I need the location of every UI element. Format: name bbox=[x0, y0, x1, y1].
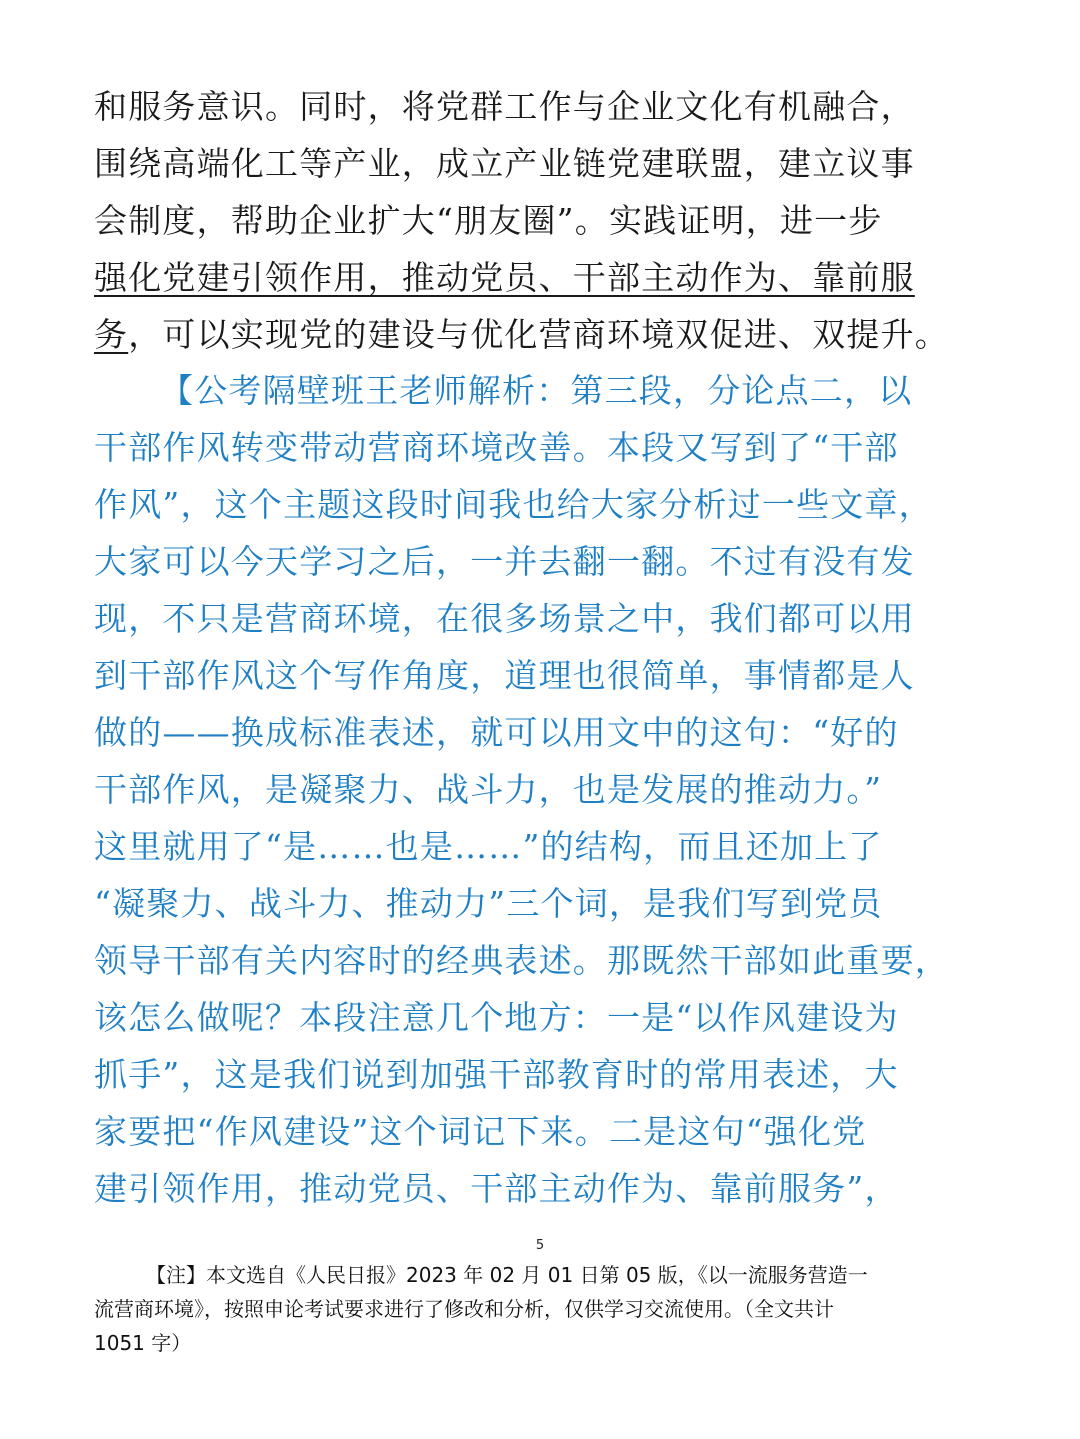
analysis-line: 建引领作用，推动党员、干部主动作为、靠前服务”， bbox=[94, 1169, 899, 1208]
footnote-line: 【注】本文选自《人民日报》2023 年 02 月 01 日第 05 版，《以一流服务营造一 bbox=[146, 1263, 868, 1287]
analysis-line: 作风”，这个主题这段时间我也给大家分析过一些文章， bbox=[94, 485, 933, 524]
analysis-line: 抓手”，这是我们说到加强干部教育时的常用表述，大 bbox=[94, 1055, 899, 1094]
analysis-line: 这里就用了“是……也是……”的结构，而且还加上了 bbox=[94, 827, 883, 866]
analysis-line: 现，不只是营商环境，在很多场景之中，我们都可以用 bbox=[94, 599, 915, 638]
article-line: 围绕高端化工等产业，成立产业链党建联盟，建立议事 bbox=[94, 144, 915, 183]
analysis-line: 该怎么做呢？本段注意几个地方：一是“以作风建设为 bbox=[94, 998, 899, 1037]
article-line: 和服务意识。同时，将党群工作与企业文化有机融合， bbox=[94, 87, 915, 126]
footnote-line: 1051 字） bbox=[94, 1331, 192, 1355]
analysis-line: 领导干部有关内容时的经典表述。那既然干部如此重要， bbox=[94, 941, 949, 980]
analysis-line: 【公考隔壁班王老师解析：第三段，分论点二，以 bbox=[160, 371, 913, 410]
analysis-line: 做的——换成标准表述，就可以用文中的这句：“好的 bbox=[94, 713, 899, 752]
underlined-phrase-end: 务 bbox=[94, 315, 129, 354]
analysis-line: 干部作风，是凝聚力、战斗力，也是发展的推动力。” bbox=[94, 770, 883, 809]
analysis-line: 大家可以今天学习之后，一并去翻一翻。不过有没有发 bbox=[94, 542, 915, 581]
article-line bbox=[94, 306, 986, 363]
analysis-line: “凝聚力、战斗力、推动力”三个词，是我们写到党员 bbox=[94, 884, 883, 923]
analysis-line: 干部作风转变带动营商环境改善。本段又写到了“干部 bbox=[94, 428, 899, 467]
article-line: 会制度，帮助企业扩大“朋友圈”。实践证明，进一步 bbox=[94, 201, 883, 240]
analysis-paragraph bbox=[94, 362, 986, 1217]
underlined-phrase: 强化党建引领作用，推动党员、干部主动作为、靠前服 bbox=[94, 258, 915, 297]
footnote-line: 流营商环境》，按照申论考试要求进行了修改和分析，仅供学习交流使用。（全文共计 bbox=[94, 1297, 834, 1321]
article-paragraph bbox=[94, 78, 986, 363]
article-line-tail: ，可以实现党的建设与优化营商环境双促进、双提升。 bbox=[128, 315, 950, 354]
footnote bbox=[94, 1258, 994, 1360]
analysis-line: 家要把“作风建设”这个词记下来。二是这句“强化党 bbox=[94, 1112, 867, 1151]
page-number: 5 bbox=[535, 1238, 545, 1253]
analysis-line: 到干部作风这个写作角度，道理也很简单，事情都是人 bbox=[94, 656, 915, 695]
article-line bbox=[94, 249, 986, 306]
